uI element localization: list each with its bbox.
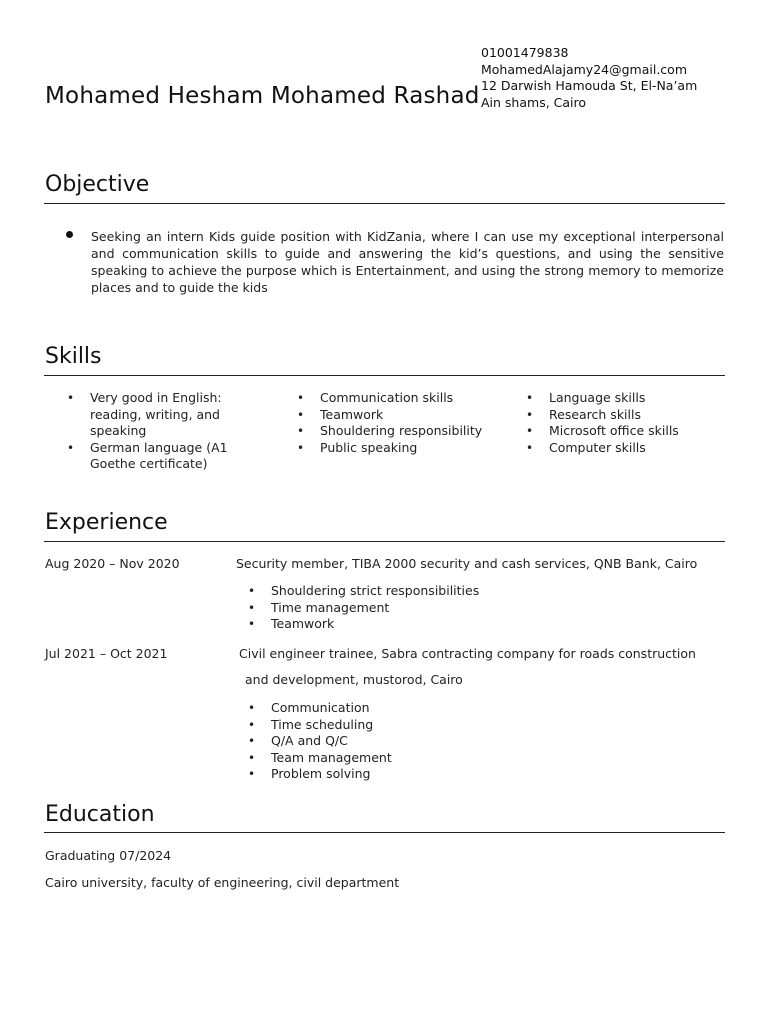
objective-heading: Objective xyxy=(45,172,150,197)
duty-item: • Time scheduling xyxy=(248,716,374,732)
objective-divider xyxy=(44,203,725,204)
job-title: Security member, TIBA 2000 security and cash services, QNB Bank, Cairo xyxy=(236,556,698,571)
bullet-icon: • xyxy=(248,750,256,765)
bullet-icon: • xyxy=(297,391,305,405)
duty-item: • Time management xyxy=(248,599,390,615)
skill-item: • Computer skills xyxy=(526,439,646,455)
duty-item: • Communication xyxy=(248,700,370,715)
skills-column-1 xyxy=(66,390,266,473)
bullet-icon xyxy=(66,231,73,238)
skills-heading: Skills xyxy=(45,344,102,369)
skill-item: • Research skills xyxy=(526,406,641,422)
contact-block xyxy=(481,45,697,111)
bullet-icon: • xyxy=(67,391,75,405)
skill-item: • Very good in English: reading, writing, and speaking xyxy=(67,390,222,438)
bullet-icon: • xyxy=(67,440,75,455)
bullet-icon: • xyxy=(526,391,534,405)
job-title: Civil engineer trainee, Sabra contracting company for roads construction xyxy=(239,646,696,661)
objective-text: Seeking an intern Kids guide position with KidZania, where I can use my exceptional interpersonal and communication skills to guide and answering the kid’s questions, and using the sensitive speaking to achieve the purpose which is Entertainment, and using the strong memory to memorize places and to guide the kids xyxy=(91,229,724,295)
job-duties xyxy=(247,700,392,783)
email-address: MohamedAlajamy24@gmail.com xyxy=(481,61,687,77)
bullet-icon: • xyxy=(248,701,256,715)
bullet-icon: • xyxy=(297,424,305,438)
job-date: Jul 2021 – Oct 2021 xyxy=(45,646,168,661)
university-line: Cairo university, faculty of engineering, civil department xyxy=(45,875,400,890)
graduation-date: Graduating 07/2024 xyxy=(45,848,172,863)
bullet-icon: • xyxy=(248,767,256,781)
bullet-icon: • xyxy=(297,440,305,455)
skills-column-2 xyxy=(296,390,506,456)
bullet-icon: • xyxy=(248,600,256,615)
bullet-icon: • xyxy=(526,407,534,422)
skill-item: • Public speaking xyxy=(297,439,418,455)
education-divider xyxy=(44,832,725,833)
job-date: Aug 2020 – Nov 2020 xyxy=(45,556,180,571)
duty-item: • Problem solving xyxy=(248,766,371,781)
bullet-icon: • xyxy=(248,734,256,748)
bullet-icon: • xyxy=(248,617,256,631)
duty-item: • Team management xyxy=(248,749,392,765)
skills-column-3 xyxy=(525,390,725,456)
skill-item: • Language skills xyxy=(526,390,646,405)
address-line-2: Ain shams, Cairo xyxy=(481,94,587,110)
applicant-name: Mohamed Hesham Mohamed Rashad xyxy=(45,83,480,109)
education-heading: Education xyxy=(45,802,155,827)
skill-item: • Communication skills xyxy=(297,390,454,405)
duty-item: • Shouldering strict responsibilities xyxy=(248,583,480,598)
job-title-continued: and development, mustorod, Cairo xyxy=(245,672,463,687)
skill-item: • Teamwork xyxy=(297,406,384,422)
bullet-icon: • xyxy=(248,584,256,598)
phone-number: 01001479838 xyxy=(481,45,569,60)
skills-divider xyxy=(44,375,725,376)
skill-item: • Shouldering responsibility xyxy=(297,423,483,438)
experience-divider xyxy=(44,541,725,542)
experience-heading: Experience xyxy=(45,510,168,535)
skill-item: • German language (A1 Goethe certificate) xyxy=(67,439,228,471)
duty-item: • Teamwork xyxy=(248,616,335,631)
bullet-icon: • xyxy=(526,440,534,455)
address-line-1: 12 Darwish Hamouda St, El-Na’am xyxy=(481,78,698,93)
bullet-icon: • xyxy=(526,424,534,438)
job-duties xyxy=(247,583,479,633)
objective-item xyxy=(66,228,724,296)
bullet-icon: • xyxy=(297,407,305,422)
duty-item: • Q/A and Q/C xyxy=(248,733,348,748)
bullet-icon: • xyxy=(248,717,256,732)
skill-item: • Microsoft office skills xyxy=(526,423,679,438)
